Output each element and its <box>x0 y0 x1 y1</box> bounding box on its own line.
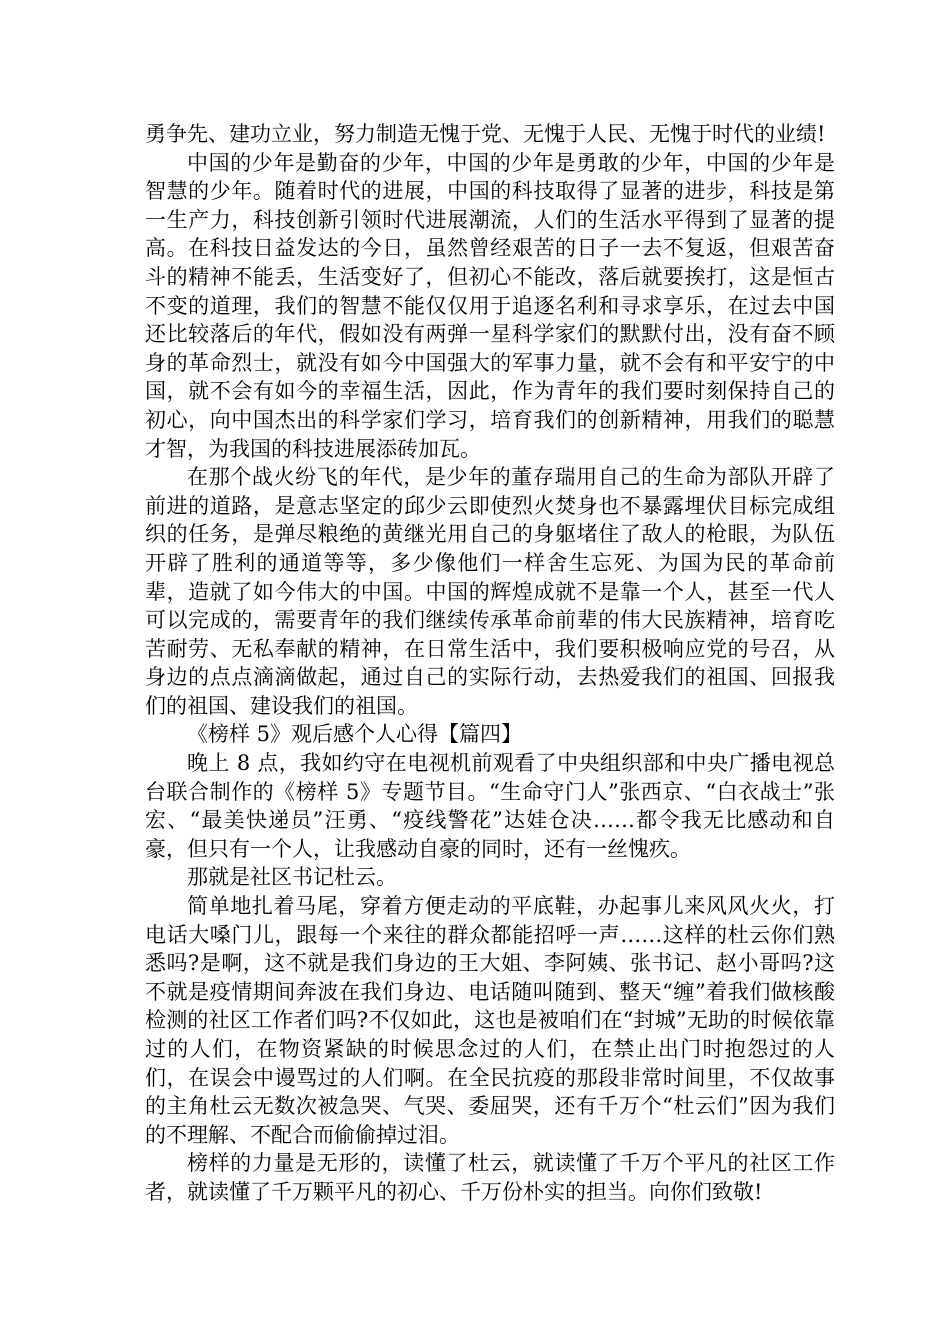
paragraph-continued: 勇争先、建功立业，努力制造无愧于党、无愧于人民、无愧于时代的业绩! <box>145 122 826 146</box>
paragraph-duyun-intro: 那就是社区书记杜云。 <box>187 865 397 890</box>
section-heading: 《榜样 5》观后感个人心得【篇四】 <box>187 722 523 747</box>
document-page <box>145 120 835 1207</box>
paragraph-revolution: 在那个战火纷飞的年代，是少年的董存瑞用自己的生命为部队开辟了前进的道路，是意志坚定的邱少云即使烈火焚身也不暴露埋伏目标完成组织的任务，是弹尽粮绝的黄继光用自己的身躯堵住了敌人的枪眼，为队伍开辟了胜利的通道等等，多少像他们一样舍生忘死、为国为民的革命前辈，造就了如今伟大的中国。中国的辉煌成就不是靠一个人，甚至一代人可以完成的，需要青年的我们继续传承革命前辈的伟大民族精神，培育吃苦耐劳、无私奉献的精神，在日常生活中，我们要积极响应党的号召，从身边的点点滴滴做起，通过自己的实际行动，去热爱我们的祖国、回报我们的祖国、建设我们的祖国。 <box>145 465 835 718</box>
paragraph-duyun-story: 简单地扎着马尾，穿着方便走动的平底鞋，办起事儿来风风火火，打电话大嗓门儿，跟每一个来往的群众都能招呼一声……这样的杜云你们熟悉吗?是啊，这不就是我们身边的王大姐、李阿姨、张书记、赵小哥吗?这不就是疫情期间奔波在我们身边、电话随叫随到、整天“缠”着我们做核酸检测的社区工作者们吗?不仅如此，这也是被咱们在“封城”无助的时候依靠过的人们，在物资紧缺的时候思念过的人们，在禁止出门时抱怨过的人们，在误会中谩骂过的人们啊。在全民抗疫的那段非常时间里，不仅故事的主角杜云无数次被急哭、气哭、委屈哭，还有千万个“杜云们”因为我们的不理解、不配合而偷偷掉过泪。 <box>145 894 835 1147</box>
paragraph-conclusion: 榜样的力量是无形的，读懂了杜云，就读懂了千万个平凡的社区工作者，就读懂了千万颗平凡的初心、千万份朴实的担当。向你们致敬! <box>145 1151 835 1204</box>
paragraph-program: 晚上 8 点，我如约守在电视机前观看了中央组织部和中央广播电视总台联合制作的《榜样 5》专题节目。“生命守门人”张西京、“白衣战士”张宏、“最美快递员”汪勇、“疫线警花”达娃仓决……都令我无比感动和自豪，但只有一个人，让我感动自豪的同时，还有一丝愧疚。 <box>145 751 835 861</box>
paragraph-youth: 中国的少年是勤奋的少年，中国的少年是勇敢的少年，中国的少年是智慧的少年。随着时代的进展，中国的科技取得了显著的进步，科技是第一生产力，科技创新引领时代进展潮流，人们的生活水平得到了显著的提高。在科技日益发达的今日，虽然曾经艰苦的日子一去不复返，但艰苦奋斗的精神不能丢，生活变好了，但初心不能改，落后就要挨打，这是恒古不变的道理，我们的智慧不能仅仅用于追逐名利和寻求享乐，在过去中国还比较落后的年代，假如没有两弹一星科学家们的默默付出，没有奋不顾身的革命烈士，就没有如今中国强大的军事力量，就不会有和平安宁的中国，就不会有如今的幸福生活，因此，作为青年的我们要时刻保持自己的初心，向中国杰出的科学家们学习，培育我们的创新精神，用我们的聪慧才智，为我国的科技进展添砖加瓦。 <box>145 150 835 461</box>
